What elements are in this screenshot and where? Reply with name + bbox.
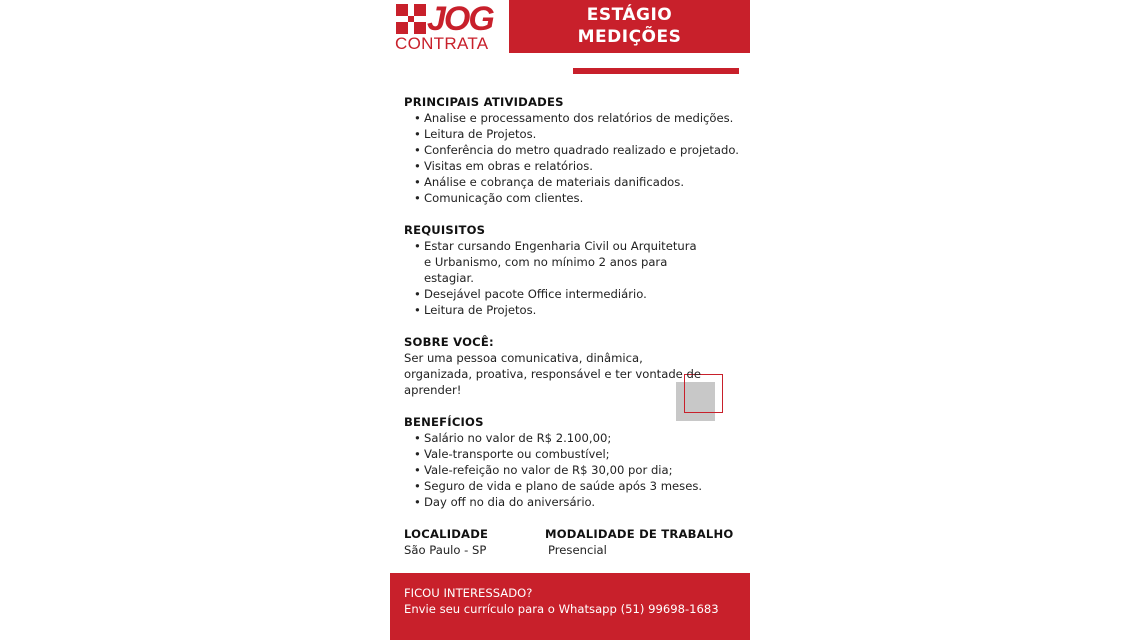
list-item: • Analise e processamento dos relatórios de medições. [414, 110, 740, 126]
job-title-box [509, 0, 750, 53]
list-item: • Vale-refeição no valor de R$ 30,00 por dia; [414, 462, 740, 478]
list-item: • Salário no valor de R$ 2.100,00; [414, 430, 740, 446]
list-item: • Estar cursando Engenharia Civil ou Arquitetura e Urbanismo, com no mínimo 2 anos para estagiar. [414, 238, 740, 286]
requirements-list [404, 238, 740, 318]
jog-contrata-logo [395, 2, 509, 54]
list-item: • Análise e cobrança de materiais danificados. [414, 174, 740, 190]
job-posting-card [390, 0, 750, 640]
location-modality-row [404, 526, 740, 558]
list-item: • Seguro de vida e plano de saúde após 3 meses. [414, 478, 740, 494]
list-item: • Comunicação com clientes. [414, 190, 740, 206]
list-item: • Visitas em obras e relatórios. [414, 158, 740, 174]
list-item: • Vale-transporte ou combustível; [414, 446, 740, 462]
job-title-line1: ESTÁGIO [586, 5, 673, 25]
about-you-heading: SOBRE VOCÊ: [404, 335, 494, 349]
list-item: • Day off no dia do aniversário. [414, 494, 740, 510]
footer-contact-text: Envie seu currículo para o Whatsapp (51) 99698-1683 [404, 602, 719, 616]
logo-word: JOG [427, 0, 493, 38]
activities-list [404, 110, 740, 206]
logo-cross-icon [396, 4, 426, 34]
contact-footer [390, 573, 750, 640]
location-value: São Paulo - SP [404, 543, 487, 557]
requirements-heading: REQUISITOS [404, 223, 486, 237]
modality-heading: MODALIDADE DE TRABALHO [545, 527, 734, 541]
logo-subtitle: CONTRATA [395, 34, 489, 53]
list-item: • Desejável pacote Office intermediário. [414, 286, 740, 302]
activities-heading: PRINCIPAIS ATIVIDADES [404, 95, 564, 109]
list-item: • Conferência do metro quadrado realizado e projetado. [414, 142, 740, 158]
modality-block [545, 526, 745, 558]
location-block [404, 526, 544, 558]
list-item: • Leitura de Projetos. [414, 126, 740, 142]
job-title-line2: MEDIÇÕES [577, 27, 682, 47]
benefits-list [404, 430, 740, 510]
modality-value: Presencial [548, 543, 607, 557]
list-item: • Leitura de Projetos. [414, 302, 740, 318]
red-divider [573, 68, 739, 74]
job-content [404, 94, 740, 590]
footer-interest-text: FICOU INTERESSADO? [404, 586, 533, 600]
about-you-text: Ser uma pessoa comunicativa, dinâmica, organizada, proativa, responsável e ter vontade de aprender! [404, 351, 701, 397]
benefits-heading: BENEFÍCIOS [404, 415, 484, 429]
location-heading: LOCALIDADE [404, 527, 489, 541]
